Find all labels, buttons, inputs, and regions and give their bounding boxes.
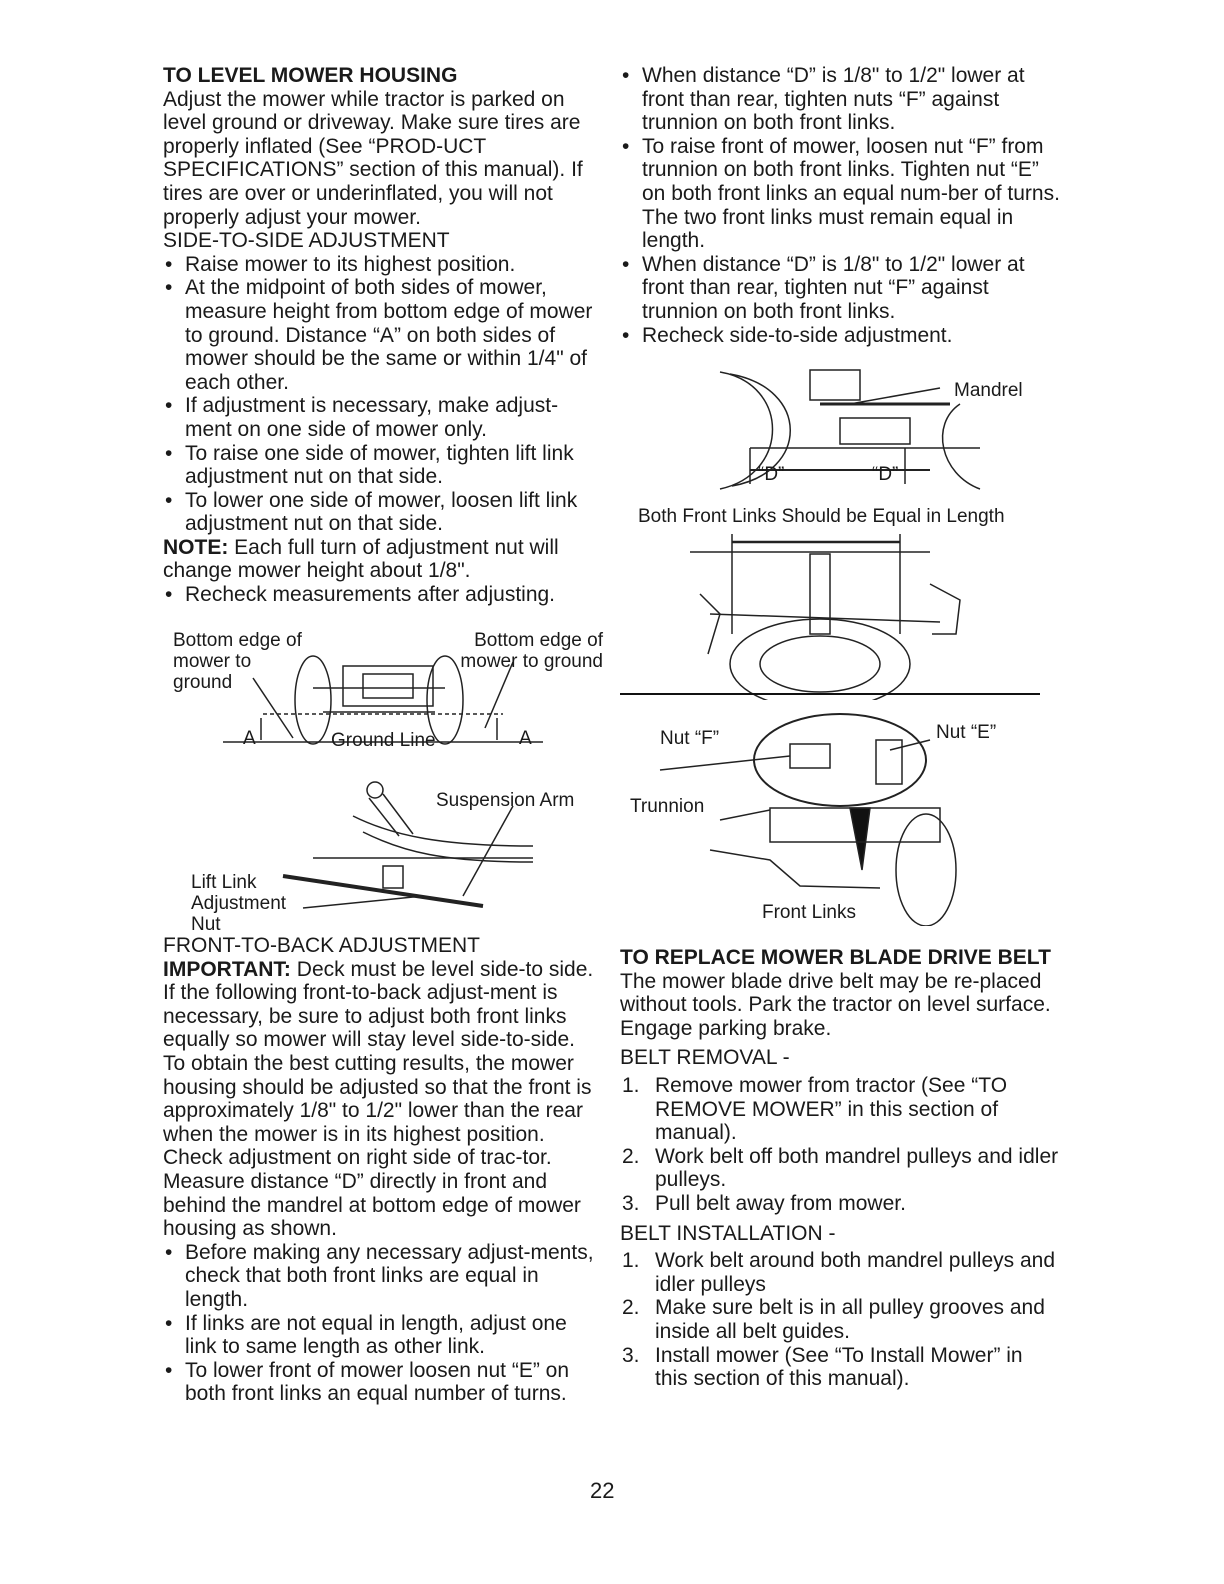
label-bottom-edge-right: Bottom edge of mower to ground: [460, 630, 603, 672]
list-item: 1. Work belt around both mandrel pulleys and idler pulleys: [622, 1249, 1056, 1296]
front-heading: FRONT-TO-BACK ADJUSTMENT: [163, 934, 480, 957]
list-item: • Before making any necessary adjust-ments, check that both front links are equal in length.: [163, 1241, 603, 1312]
label-front-links: Front Links: [762, 902, 856, 923]
list-item: • To raise one side of mower, tighten lift link adjustment nut on that side.: [163, 442, 603, 489]
left-column: [163, 64, 603, 607]
label-a-left: A: [243, 728, 256, 749]
obtain-text: To obtain the best cutting results, the mower housing should be adjusted so that the front is approximately 1/8" to 1/2" lower than the rear when the mower is in its highest position.: [163, 1051, 592, 1146]
important-label: IMPORTANT:: [163, 957, 291, 981]
caption-front-links-equal: Both Front Links Should be Equal in Length: [638, 506, 1005, 527]
belt-intro: The mower blade drive belt may be re-placed without tools. Park the tractor on level surface. Engage parking brake.: [620, 969, 1051, 1040]
list-item: • If adjustment is necessary, make adjust-ment on one side of mower only.: [163, 394, 603, 441]
list-item: • To lower front of mower loosen nut “E” on both front links an equal number of turns.: [163, 1359, 603, 1406]
side-heading: SIDE-TO-SIDE ADJUSTMENT: [163, 229, 450, 253]
label-mandrel: Mandrel: [954, 380, 1023, 401]
list-item: • When distance “D” is 1/8" to 1/2" lower at front than rear, tighten nut “F” against trunnion on both front links.: [620, 253, 1060, 324]
list-item: 3. Pull belt away from mower.: [622, 1191, 906, 1215]
label-trunnion: Trunnion: [630, 796, 705, 817]
label-ground-line: Ground Line: [331, 730, 436, 751]
list-item: • To lower one side of mower, loosen lift link adjustment nut on that side.: [163, 489, 603, 536]
figure-trunnion: [620, 710, 1060, 926]
figure-mandrel: [640, 364, 1040, 494]
label-suspension-arm: Suspension Arm: [436, 790, 575, 811]
figure-front-links-equal: [620, 504, 1060, 700]
page-number: 22: [590, 1478, 615, 1503]
label-a-right: A: [519, 728, 532, 749]
list-item: 2. Work belt off both mandrel pulleys and idler pulleys.: [622, 1144, 1059, 1192]
label-bottom-edge-left: Bottom edge of mower to ground: [173, 630, 302, 693]
label-d-right: “D”: [872, 464, 899, 485]
list-item: 2. Make sure belt is in all pulley grooves and inside all belt guides.: [622, 1296, 1045, 1343]
label-nut-f: Nut “F”: [660, 728, 720, 749]
figure-suspension-arm: [163, 776, 603, 935]
list-item: • Raise mower to its highest position.: [163, 253, 603, 277]
list-item: • When distance “D” is 1/8" to 1/2" lower at front than rear, tighten nuts “F” against trunnion on both front links.: [620, 64, 1060, 135]
note-label: NOTE:: [163, 535, 229, 559]
front-links-illustration: [620, 504, 1060, 700]
removal-heading: BELT REMOVAL -: [620, 1046, 790, 1070]
label-lift-link: Lift Link Adjustment Nut: [191, 872, 287, 935]
list-item: • To raise front of mower, loosen nut “F” from trunnion on both front links. Tighten nut “E” on both front links an equal num-ber of turns. The two front links must remain equal in length.: [620, 135, 1060, 253]
level-heading: TO LEVEL MOWER HOUSING: [163, 64, 458, 87]
list-item: 3. Install mower (See “To Install Mower” in this section of this manual).: [622, 1343, 1023, 1391]
left-column-lower: [163, 934, 603, 1406]
important: [163, 958, 603, 1052]
list-item: • Recheck side-to-side adjustment.: [620, 324, 1060, 348]
label-d-left: “D”: [758, 464, 785, 485]
list-item: • Recheck measurements after adjusting.: [163, 583, 603, 607]
level-intro: Adjust the mower while tractor is parked on level ground or driveway. Make sure tires are properly inflated (See “PROD-UCT SPECIFICATIONS” section of this manual). If tires are over or underinflated, you will not properly adjust your mower.: [163, 87, 583, 229]
right-column: [620, 64, 1060, 347]
figure-ground-line: [163, 628, 603, 758]
note-text: Each full turn of adjustment nut will change mower height about 1/8".: [163, 535, 559, 583]
belt-section: [620, 946, 1060, 1391]
install-heading: BELT INSTALLATION -: [620, 1221, 836, 1245]
list-item: 1. Remove mower from tractor (See “TO REMOVE MOWER” in this section of manual).: [622, 1073, 1008, 1145]
belt-heading: TO REPLACE MOWER BLADE DRIVE BELT: [620, 946, 1051, 969]
label-nut-e: Nut “E”: [936, 722, 997, 743]
list-item: • At the midpoint of both sides of mower, measure height from bottom edge of mower to ground. Distance “A” on both sides of mower should be the same or within 1/4" of each other.: [163, 276, 603, 394]
note: [163, 536, 603, 583]
list-item: • If links are not equal in length, adjust one link to same length as other link.: [163, 1312, 603, 1359]
check-text: Check adjustment on right side of trac-tor. Measure distance “D” directly in front and behind the mandrel at bottom edge of mower housing as shown.: [163, 1146, 581, 1241]
important-text: Deck must be level side-to side. If the following front-to-back adjust-ment is necessary, be sure to adjust both front links equally so mower will stay level side-to-side.: [163, 957, 594, 1052]
